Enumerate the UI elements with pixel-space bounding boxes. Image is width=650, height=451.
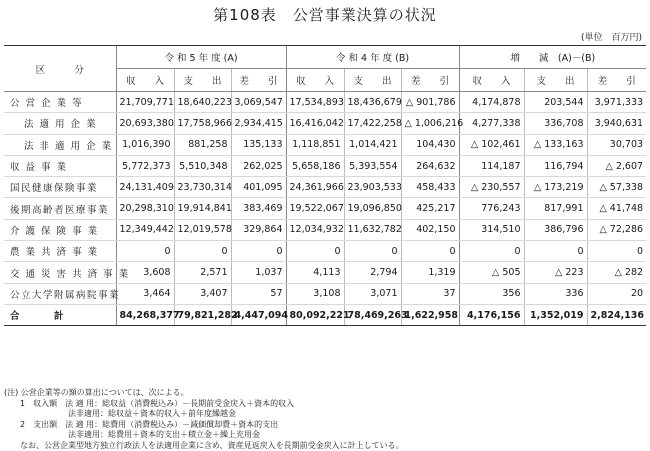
table-cell: 23,730,314	[174, 177, 231, 198]
table-cell: 2,794	[344, 262, 401, 283]
table-cell: 17,534,893	[286, 92, 344, 113]
table-cell: 12,034,932	[286, 219, 344, 240]
table-cell: 4,447,094	[231, 304, 286, 325]
row-label: 介 護 保 険 事 業	[4, 219, 116, 240]
table-cell: 84,268,377	[116, 304, 174, 325]
table-cell: 23,903,533	[344, 177, 401, 198]
settlement-table	[4, 45, 646, 326]
table-cell: 80,092,221	[286, 304, 344, 325]
table-cell: △ 41,748	[587, 198, 646, 219]
table-cell: 19,096,850	[344, 198, 401, 219]
table-cell: 78,469,263	[344, 304, 401, 325]
row-label: 合 計	[4, 304, 116, 325]
table-cell: 0	[231, 241, 286, 262]
table-cell: 0	[587, 241, 646, 262]
table-cell: 1,037	[231, 262, 286, 283]
footnotes	[4, 388, 404, 451]
footnote-line: 法非適用：総費用＋資本的支出＋積立金＋繰上充用金	[4, 430, 404, 441]
table-row	[4, 155, 646, 176]
col-header: 収 入	[116, 69, 174, 92]
table-cell: 21,709,771	[116, 92, 174, 113]
table-cell: 383,469	[231, 198, 286, 219]
table-cell: △ 72,286	[587, 219, 646, 240]
col-header: 差 引	[401, 69, 459, 92]
row-label: 収 益 事 業	[4, 155, 116, 176]
table-cell: 881,258	[174, 134, 231, 155]
table-cell: 0	[344, 241, 401, 262]
table-cell: △ 1,006,216	[401, 113, 459, 134]
header-group-change: 増 減 (A)－(B)	[459, 46, 646, 69]
table-cell: 336	[524, 283, 587, 304]
table-cell: 11,632,782	[344, 219, 401, 240]
table-cell: 356	[459, 283, 524, 304]
table-cell: 4,176,156	[459, 304, 524, 325]
table-cell: △ 173,219	[524, 177, 587, 198]
table-cell: 24,131,409	[116, 177, 174, 198]
table-cell: 37	[401, 283, 459, 304]
col-header: 支 出	[524, 69, 587, 92]
table-cell: △ 57,338	[587, 177, 646, 198]
row-label: 農 業 共 済 事 業	[4, 241, 116, 262]
table-cell: 2,571	[174, 262, 231, 283]
table-cell: 12,019,578	[174, 219, 231, 240]
table-cell: 19,914,841	[174, 198, 231, 219]
table-cell: 3,071	[344, 283, 401, 304]
footnote-line: 1 収入額 法 適 用：総収益（消費税込み）－長期前受金戻入＋資本的収入	[4, 399, 404, 410]
table-cell: 1,118,851	[286, 134, 344, 155]
table-cell: 17,422,258	[344, 113, 401, 134]
header-group-r4: 令 和 4 年 度 (B)	[286, 46, 459, 69]
table-cell: 3,464	[116, 283, 174, 304]
col-header: 支 出	[344, 69, 401, 92]
table-row	[4, 113, 646, 134]
table-cell: 1,016,390	[116, 134, 174, 155]
table-cell: 5,393,554	[344, 155, 401, 176]
footnote-line: 法非適用：総収益＋資本的収入＋前年度繰越金	[4, 409, 404, 420]
table-cell: 4,174,878	[459, 92, 524, 113]
table-cell: 17,758,966	[174, 113, 231, 134]
table-row	[4, 241, 646, 262]
table-cell: 1,014,421	[344, 134, 401, 155]
table-cell: 18,436,679	[344, 92, 401, 113]
footnote-line: なお、公営企業型地方独立行政法人を法適用企業に含め、資産見返戻入を長期前受金戻入に計上している。	[4, 441, 404, 451]
table-cell: 336,708	[524, 113, 587, 134]
header-group-r5: 令 和 5 年 度 (A)	[116, 46, 286, 69]
table-cell: 0	[459, 241, 524, 262]
table-cell: 264,632	[401, 155, 459, 176]
table-row	[4, 219, 646, 240]
table-cell: 817,991	[524, 198, 587, 219]
table-cell: △ 901,786	[401, 92, 459, 113]
table-cell: △ 505	[459, 262, 524, 283]
table-cell: 3,608	[116, 262, 174, 283]
table-row	[4, 198, 646, 219]
table-cell: 0	[174, 241, 231, 262]
table-cell: 24,361,966	[286, 177, 344, 198]
table-cell: 401,095	[231, 177, 286, 198]
row-label: 公立大学附属病院事業	[4, 283, 116, 304]
table-cell: 5,510,348	[174, 155, 231, 176]
header-category	[4, 46, 116, 92]
footnote-line: 2 支出額 法 適 用：総費用（消費税込み）－減価償却費＋資本的支出	[4, 420, 404, 431]
table-cell: 30,703	[587, 134, 646, 155]
table-cell: 0	[401, 241, 459, 262]
table-cell: 4,277,338	[459, 113, 524, 134]
table-cell: 114,187	[459, 155, 524, 176]
table-cell: 5,772,373	[116, 155, 174, 176]
table-row	[4, 134, 646, 155]
row-label: 交 通 災 害 共 済 事 業	[4, 262, 116, 283]
table-cell: 5,658,186	[286, 155, 344, 176]
table-cell: △ 223	[524, 262, 587, 283]
table-cell: 3,407	[174, 283, 231, 304]
table-cell: 20,693,380	[116, 113, 174, 134]
table-cell: 104,430	[401, 134, 459, 155]
table-cell: △ 102,461	[459, 134, 524, 155]
table-cell: 2,824,136	[587, 304, 646, 325]
table-cell: 20	[587, 283, 646, 304]
table-cell: 20,298,310	[116, 198, 174, 219]
header-ku: 区	[36, 62, 46, 76]
row-label: 後期高齢者医療事業	[4, 198, 116, 219]
table-row	[4, 283, 646, 304]
table-cell: △ 2,607	[587, 155, 646, 176]
footnote-line: (注) 公営企業等の額の算出については、次による。	[4, 388, 404, 399]
table-cell: 262,025	[231, 155, 286, 176]
page-title: 第108表 公営事業決算の状況	[0, 4, 650, 25]
table-cell: 18,640,223	[174, 92, 231, 113]
table-cell: 57	[231, 283, 286, 304]
table-row	[4, 177, 646, 198]
col-header: 収 入	[286, 69, 344, 92]
table-cell: △ 230,557	[459, 177, 524, 198]
table-row	[4, 92, 646, 113]
table-cell: 458,433	[401, 177, 459, 198]
table-cell: 4,113	[286, 262, 344, 283]
table-cell: 135,133	[231, 134, 286, 155]
table-cell: 329,864	[231, 219, 286, 240]
table-cell: 3,971,333	[587, 92, 646, 113]
table-cell: 116,794	[524, 155, 587, 176]
table-cell: 0	[524, 241, 587, 262]
row-label: 法 非 適 用 企 業	[4, 134, 116, 155]
table-cell: 79,821,282	[174, 304, 231, 325]
table-cell: 12,349,442	[116, 219, 174, 240]
table-cell: 314,510	[459, 219, 524, 240]
table-cell: △ 133,163	[524, 134, 587, 155]
row-label: 法 適 用 企 業	[4, 113, 116, 134]
table-row	[4, 262, 646, 283]
table-cell: 3,108	[286, 283, 344, 304]
table-cell: 19,522,067	[286, 198, 344, 219]
header-bun: 分	[74, 62, 84, 76]
table-cell: 1,352,019	[524, 304, 587, 325]
table-cell: 425,217	[401, 198, 459, 219]
table-cell: 402,150	[401, 219, 459, 240]
table-cell: 1,319	[401, 262, 459, 283]
unit-label: (単位 百万円)	[581, 30, 642, 43]
col-header: 収 入	[459, 69, 524, 92]
table-cell: 0	[286, 241, 344, 262]
total-row	[4, 304, 646, 325]
table-cell: 2,934,415	[231, 113, 286, 134]
col-header: 差 引	[231, 69, 286, 92]
table-cell: 386,796	[524, 219, 587, 240]
table-cell: 776,243	[459, 198, 524, 219]
table-cell: 3,069,547	[231, 92, 286, 113]
col-header: 差 引	[587, 69, 646, 92]
col-header: 支 出	[174, 69, 231, 92]
row-label: 国民健康保険事業	[4, 177, 116, 198]
row-label: 公 営 企 業 等	[4, 92, 116, 113]
table-cell: △ 282	[587, 262, 646, 283]
table-cell: 203,544	[524, 92, 587, 113]
table-cell: 16,416,042	[286, 113, 344, 134]
table-cell: 0	[116, 241, 174, 262]
table-cell: 3,940,631	[587, 113, 646, 134]
table-cell: 1,622,958	[401, 304, 459, 325]
